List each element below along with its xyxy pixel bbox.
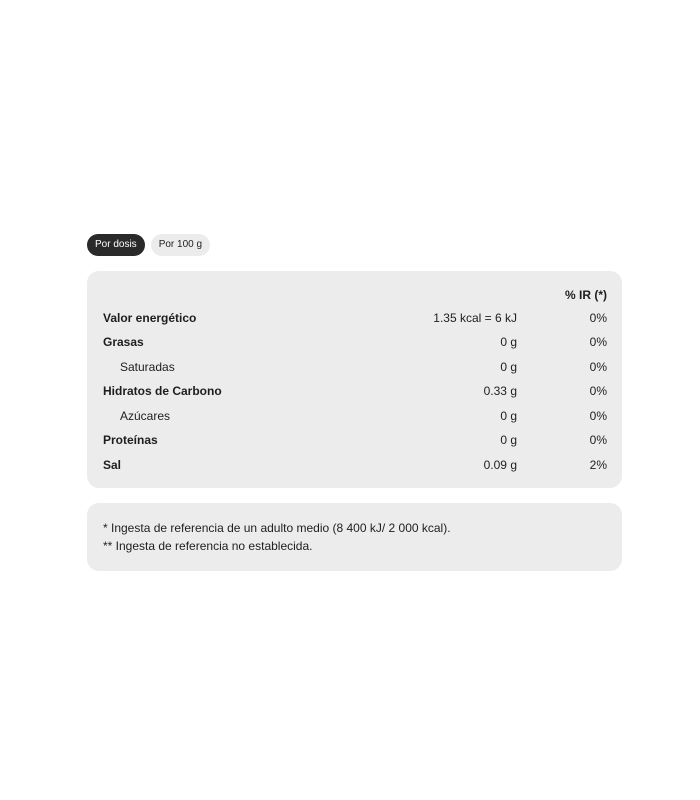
table-row-azucares xyxy=(87,407,622,425)
row-amount: 0 g xyxy=(500,335,517,349)
row-percent: 2% xyxy=(589,458,607,472)
footnotes-card xyxy=(87,503,622,571)
ir-column-header: % IR (*) xyxy=(565,288,607,302)
row-amount: 0.09 g xyxy=(483,458,517,472)
row-amount: 0 g xyxy=(500,409,517,423)
row-percent: 0% xyxy=(589,409,607,423)
tab-por-dosis[interactable]: Por dosis xyxy=(87,234,145,256)
row-amount: 1.35 kcal = 6 kJ xyxy=(433,311,517,325)
row-label: Saturadas xyxy=(120,360,175,374)
row-label: Azúcares xyxy=(120,409,171,423)
row-label: Sal xyxy=(103,458,122,472)
row-label: Proteínas xyxy=(103,433,158,447)
table-row-sal xyxy=(87,456,622,474)
table-row-saturadas xyxy=(87,358,622,376)
row-amount: 0 g xyxy=(500,360,517,374)
row-label: Grasas xyxy=(103,335,144,349)
row-percent: 0% xyxy=(589,335,607,349)
table-row-valor-energetico xyxy=(87,309,622,327)
row-percent: 0% xyxy=(589,384,607,398)
row-percent: 0% xyxy=(589,311,607,325)
nutrition-table xyxy=(87,271,622,488)
row-percent: 0% xyxy=(589,360,607,374)
portion-tabs xyxy=(87,234,210,256)
table-row-hidratos xyxy=(87,382,622,400)
table-row-grasas xyxy=(87,333,622,351)
footnote-reference-intake: * Ingesta de referencia de un adulto medio (8 400 kJ/ 2 000 kcal). xyxy=(103,521,451,535)
row-percent: 0% xyxy=(589,433,607,447)
row-label: Valor energético xyxy=(103,311,197,325)
row-amount: 0 g xyxy=(500,433,517,447)
table-row-proteinas xyxy=(87,431,622,449)
footnote-not-established: ** Ingesta de referencia no establecida. xyxy=(103,539,313,553)
row-amount: 0.33 g xyxy=(483,384,517,398)
row-label: Hidratos de Carbono xyxy=(103,384,222,398)
tab-por-100g[interactable]: Por 100 g xyxy=(151,234,210,256)
